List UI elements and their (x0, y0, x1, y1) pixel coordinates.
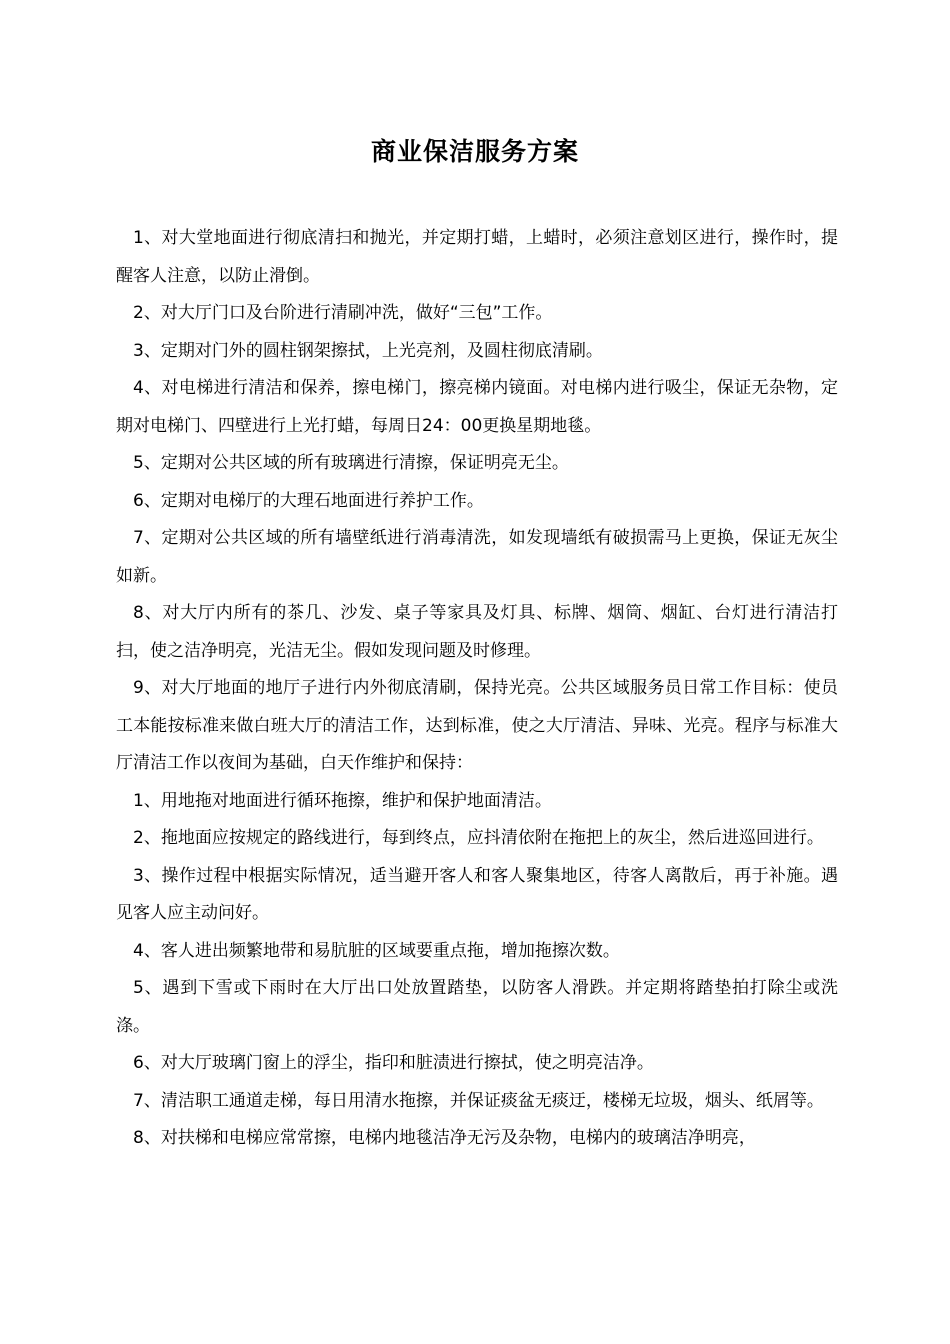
paragraph: 7、定期对公共区域的所有墙壁纸进行消毒清洗，如发现墙纸有破损需马上更换，保证无灰尘如新。 (116, 528, 838, 586)
paragraph: 1、对大堂地面进行彻底清扫和抛光，并定期打蜡，上蜡时，必须注意划区进行，操作时，提醒客人注意，以防止滑倒。 (116, 228, 838, 286)
paragraph: 7、清洁职工通道走梯，每日用清水拖擦，并保证痰盆无痰迂，楼梯无垃圾，烟头、纸屑等。 (133, 1090, 824, 1111)
page-title: 商业保洁服务方案 (370, 137, 579, 166)
paragraph: 4、客人进出频繁地带和易肮脏的区域要重点拖，增加拖擦次数。 (133, 940, 620, 961)
paragraph: 8、对扶梯和电梯应常常擦，电梯内地毯洁净无污及杂物，电梯内的玻璃洁净明亮， (133, 1128, 756, 1148)
paragraph: 1、用地拖对地面进行循环拖擦，维护和保护地面清洁。 (133, 790, 552, 811)
paragraph: 3、操作过程中根据实际情况，适当避开客人和客人聚集地区，待客人离散后，再于补施。遇见客人应主动问好。 (116, 865, 838, 923)
paragraph: 5、遇到下雪或下雨时在大厅出口处放置踏垫，以防客人滑跌。并定期将踏垫拍打除尘或洗涤。 (116, 978, 838, 1036)
paragraph: 5、定期对公共区域的所有玻璃进行清擦，保证明亮无尘。 (133, 453, 569, 473)
paragraph: 2、拖地面应按规定的路线进行，每到终点，应抖清依附在拖把上的灰尘，然后进巡回进行。 (133, 828, 824, 848)
document-body (116, 220, 838, 1158)
paragraph: 8、对大厅内所有的茶几、沙发、桌子等家具及灯具、标牌、烟筒、烟缸、台灯进行清洁打扫，使之洁净明亮，光洁无尘。假如发现问题及时修理。 (116, 603, 838, 661)
paragraph: 6、定期对电梯厅的大理石地面进行养护工作。 (133, 490, 484, 511)
paragraph: 4、对电梯进行清洁和保养，擦电梯门，擦亮梯内镜面。对电梯内进行吸尘，保证无杂物，定期对电梯门、四壁进行上光打蜡，每周日24：00更换星期地毯。 (116, 378, 838, 436)
paragraph: 2、对大厅门口及台阶进行清刷冲洗，做好“三包”工作。 (133, 303, 553, 323)
paragraph: 9、对大厅地面的地厅子进行内外彻底清刷，保持光亮。公共区域服务员日常工作目标：使员工本能按标准来做白班大厅的清洁工作，达到标准，使之大厅清洁、异味、光亮。程序与标准大厅清洁工作以夜间为基础，白天作维护和保持： (116, 678, 838, 773)
paragraph: 3、定期对门外的圆柱钢架擦拭，上光亮剂，及圆柱彻底清刷。 (133, 340, 603, 361)
paragraph: 6、对大厅玻璃门窗上的浮尘，指印和脏渍进行擦拭，使之明亮洁净。 (133, 1053, 654, 1073)
